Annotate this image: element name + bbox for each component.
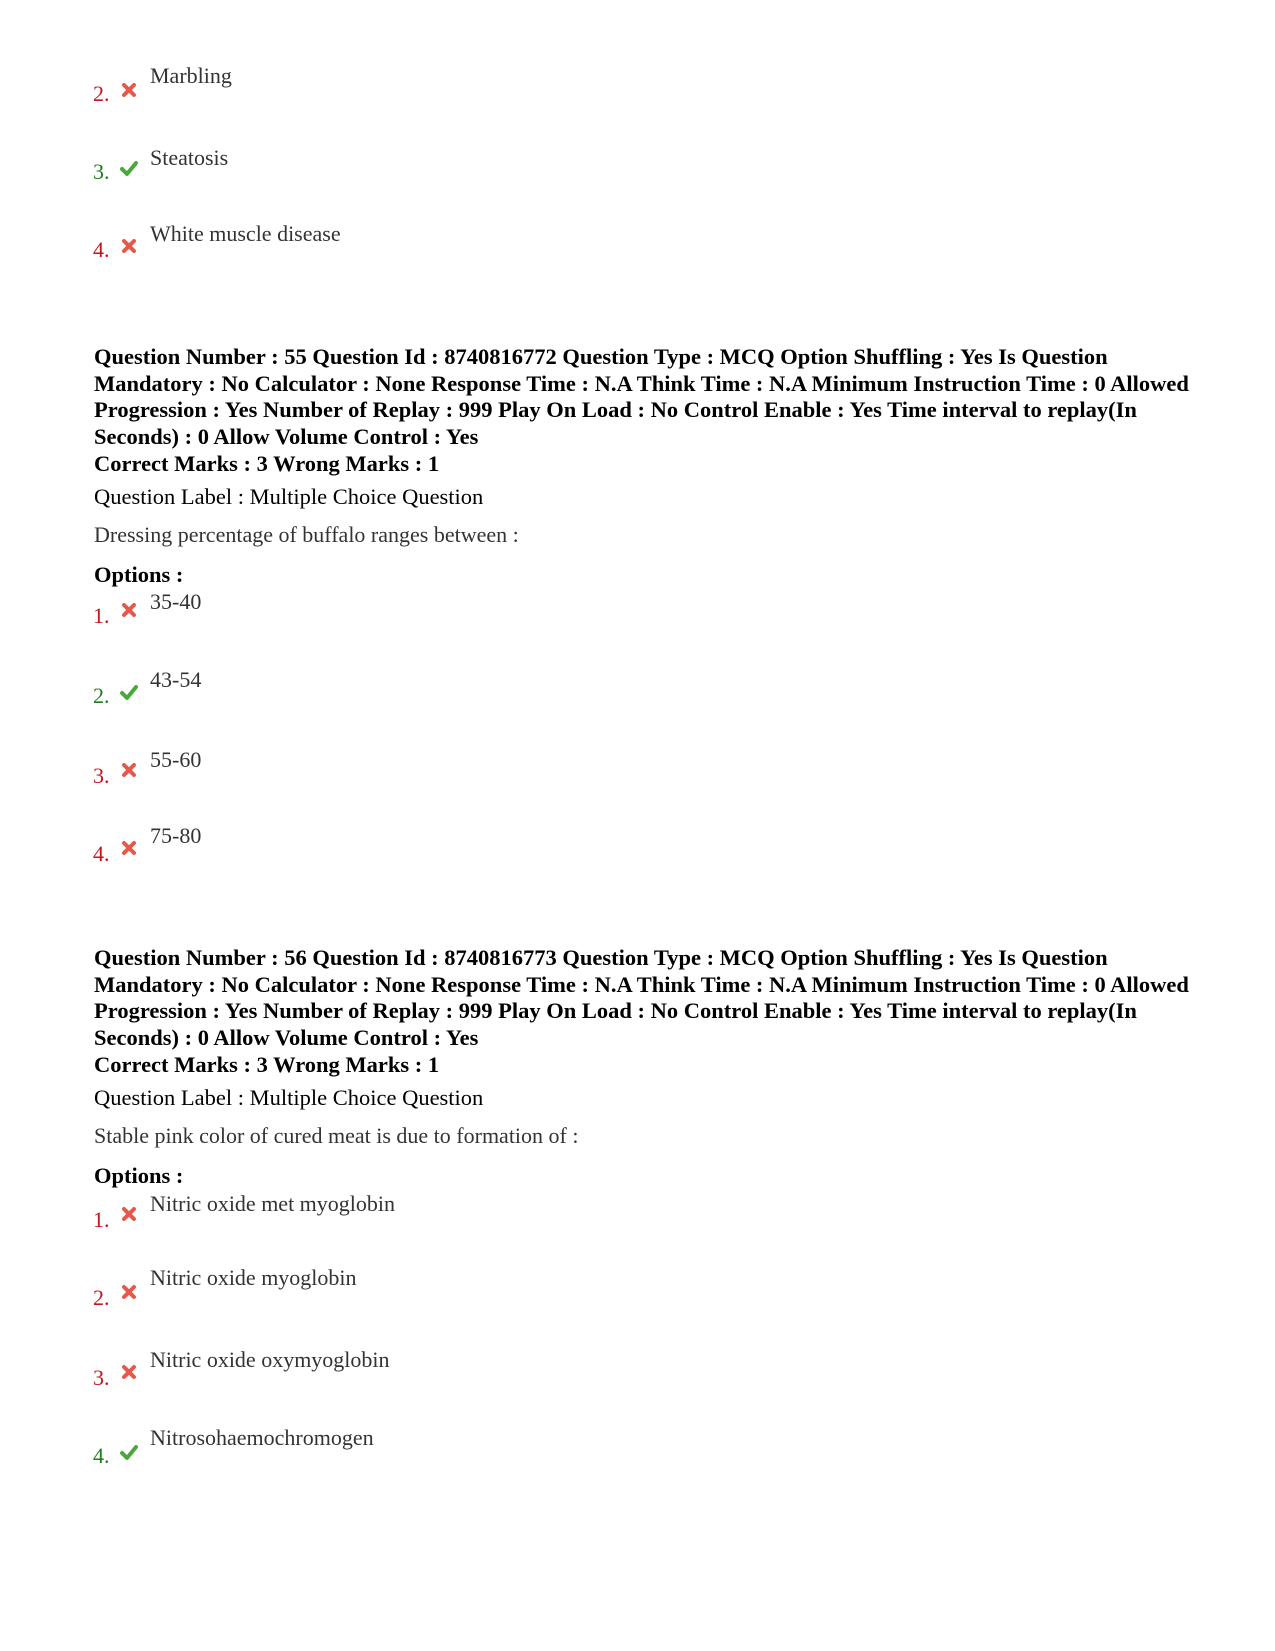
cross-icon [119, 1204, 139, 1224]
option-item [0, 1191, 1275, 1260]
option-item [0, 64, 1275, 124]
option-text: Nitric oxide myoglobin [150, 1265, 357, 1290]
option-number: 4. [93, 841, 110, 866]
option-number: 3. [93, 1365, 110, 1390]
option-text: 75-80 [150, 823, 202, 848]
option-number: 3. [93, 159, 110, 184]
check-icon [119, 1442, 139, 1462]
option-item [0, 1347, 1275, 1420]
option-text: 35-40 [150, 589, 202, 614]
option-number: 2. [93, 1285, 110, 1310]
option-number: 1. [93, 603, 110, 628]
option-text: Steatosis [150, 145, 229, 170]
cross-icon [119, 1282, 139, 1302]
option-item [0, 222, 1275, 282]
option-text: 55-60 [150, 747, 202, 772]
option-text: Nitric oxide met myoglobin [150, 1191, 396, 1216]
cross-icon [119, 1362, 139, 1382]
option-number: 1. [93, 1207, 110, 1232]
marks-line: Correct Marks : 3 Wrong Marks : 1 [94, 451, 440, 476]
question-text: Stable pink color of cured meat is due to formation of : [94, 1123, 579, 1148]
cross-icon [119, 838, 139, 858]
question-label: Question Label : Multiple Choice Question [94, 1085, 484, 1110]
cross-icon [119, 600, 139, 620]
option-text: Nitric oxide oxymyoglobin [150, 1347, 390, 1372]
option-item [0, 1425, 1275, 1498]
option-item [0, 146, 1275, 206]
option-number: 2. [93, 683, 110, 708]
option-text: 43-54 [150, 667, 202, 692]
check-icon [119, 682, 139, 702]
cross-icon [119, 236, 139, 256]
option-item [0, 589, 1275, 658]
option-number: 3. [93, 763, 110, 788]
option-text: Marbling [150, 63, 232, 88]
marks-line: Correct Marks : 3 Wrong Marks : 1 [94, 1052, 440, 1077]
option-text: Nitrosohaemochromogen [150, 1425, 374, 1450]
options-heading: Options : [94, 1163, 184, 1188]
option-item [0, 823, 1275, 894]
option-number: 4. [93, 1443, 110, 1468]
cross-icon [119, 760, 139, 780]
question-text: Dressing percentage of buffalo ranges between : [94, 522, 519, 547]
option-item [0, 667, 1275, 736]
question-header: Question Number : 55 Question Id : 8740816772 Question Type : MCQ Option Shuffling : Yes Is Question Mandatory : No Calculator : None Response Time : N.A Think Time : N.A Minimum Instruction Time : 0 Allowed Progression : Yes Number of Replay : 999 Play On Load : No Control Enable : Yes Time interval to replay(In Seconds) : 0 Allow Volume Control : Yes [94, 344, 1189, 449]
option-item [0, 747, 1275, 816]
cross-icon [119, 80, 139, 100]
check-icon [119, 158, 139, 178]
option-text: White muscle disease [150, 221, 341, 246]
question-header: Question Number : 56 Question Id : 8740816773 Question Type : MCQ Option Shuffling : Yes Is Question Mandatory : No Calculator : None Response Time : N.A Think Time : N.A Minimum Instruction Time : 0 Allowed Progression : Yes Number of Replay : 999 Play On Load : No Control Enable : Yes Time interval to replay(In Seconds) : 0 Allow Volume Control : Yes [94, 945, 1189, 1050]
options-heading: Options : [94, 562, 184, 587]
option-item [0, 1265, 1275, 1340]
option-number: 2. [93, 81, 110, 106]
question-label: Question Label : Multiple Choice Question [94, 484, 484, 509]
option-number: 4. [93, 237, 110, 262]
